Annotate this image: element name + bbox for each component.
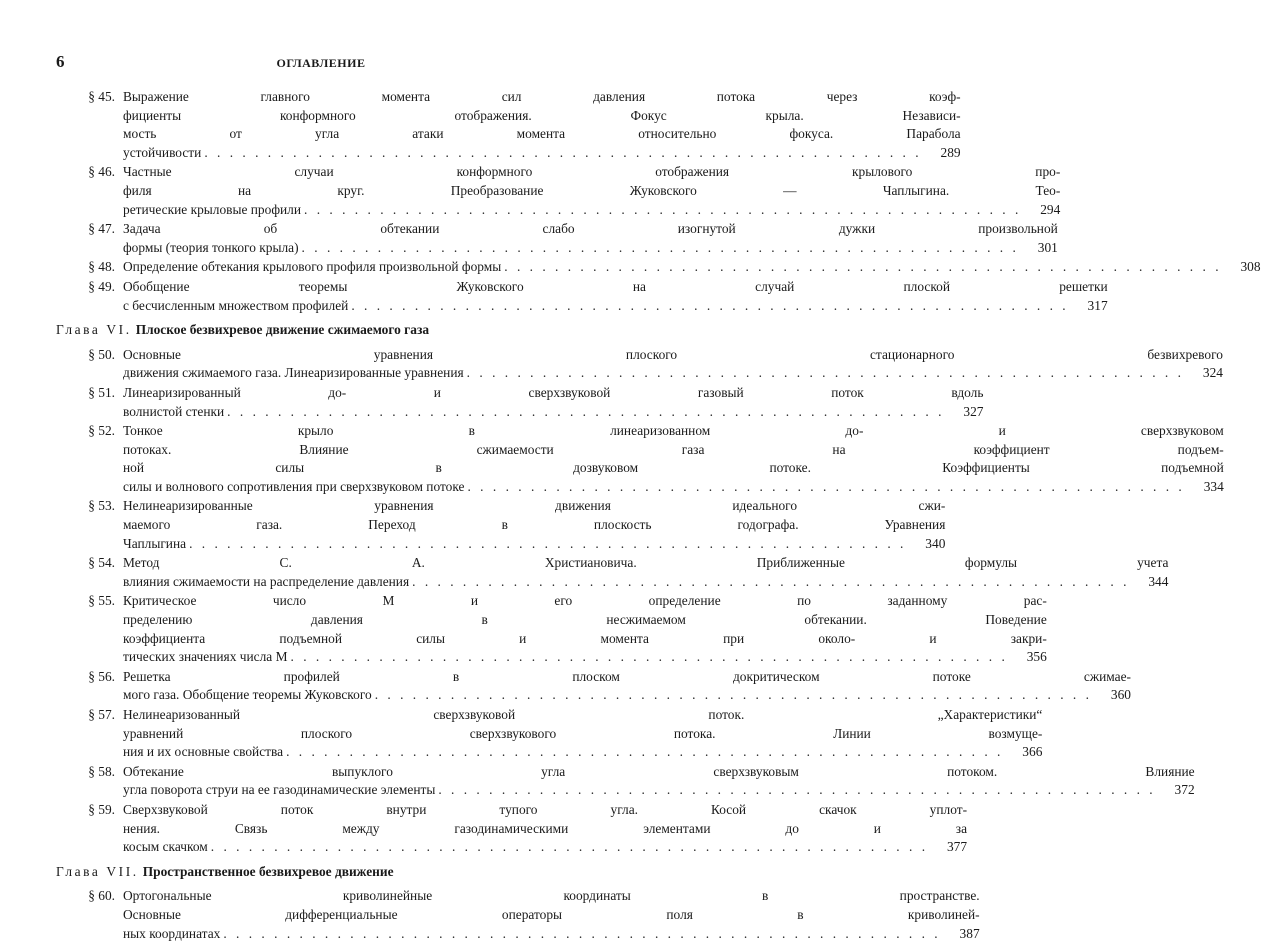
entry-last-line: [123, 201, 1060, 220]
entry-title-line: нения. Связь между газодинамическими элементами до и за: [123, 820, 968, 836]
entry-title-line: Метод С. А. Христиановича. Приближенные формулы учета: [123, 555, 1169, 571]
entry-title-line: Сверхзвуковой поток внутри тупого угла. Косой скачок уплот-: [123, 801, 968, 817]
entry-last-line: [123, 648, 1047, 667]
section-number: § 59.: [88, 801, 115, 817]
entry-title-line: Ортогональные криволинейные координаты в пространстве.: [123, 888, 980, 904]
page-reference: 289: [940, 144, 961, 160]
toc-entry[interactable]: [56, 346, 1223, 383]
section-number: § 48.: [88, 259, 115, 275]
section-number: § 55.: [88, 593, 115, 609]
entry-title-line: ретические крыловые профили: [123, 201, 302, 217]
entry-body: [123, 422, 1224, 496]
entry-title-line: Нелинеаризированные уравнения движения идеального сжи-: [123, 498, 946, 514]
section-number: § 60.: [88, 888, 115, 904]
dot-leader: [501, 258, 1224, 277]
entry-last-line: [123, 239, 1058, 258]
dot-leader: [288, 648, 1011, 667]
entry-title-line: Нелинеаризованный сверхзвуковой поток. „Характеристики“: [123, 707, 1043, 722]
toc-entry[interactable]: [56, 497, 946, 553]
page-reference: 308: [1240, 259, 1261, 275]
entry-title-line: Частные случаи конформного отображения крылового про-: [123, 164, 1061, 180]
entry-title-line: Обобщение теоремы Жуковского на случай плоской решетки: [123, 278, 1108, 294]
entry-title-line: ной силы в дозвуковом потоке. Коэффициенты подъемной: [123, 460, 1224, 476]
section-number: § 46.: [88, 164, 115, 180]
entry-last-line: [123, 686, 1131, 705]
page-reference: 366: [1022, 744, 1043, 760]
entry-title-line: Определение обтекания крылового профиля произвольной формы: [123, 259, 502, 275]
entry-last-line: [123, 573, 1168, 592]
page-reference: 387: [959, 925, 980, 941]
entry-body: [123, 346, 1223, 383]
section-number: § 56.: [88, 668, 115, 684]
entry-title-line: Обтекание выпуклого угла сверхзвуковым потоком. Влияние: [123, 763, 1195, 779]
entry-title-line: мость от угла атаки момента относительно фокуса. Парабола: [123, 126, 961, 142]
entry-title-line: Основные дифференциальные операторы поля в криволиней-: [123, 906, 980, 922]
entry-title-line: ных координатах: [123, 925, 221, 941]
entry-body: [123, 554, 1168, 591]
dot-leader: [186, 535, 909, 554]
toc-entry[interactable]: [56, 706, 1043, 762]
chapter-heading: [56, 863, 586, 882]
entry-body: [123, 592, 1047, 666]
dot-leader: [409, 573, 1132, 592]
entry-body: [123, 801, 967, 857]
entry-title-line: Решетка профилей в плоском докритическом потоке сжимае-: [123, 668, 1131, 684]
entry-body: [123, 278, 1108, 315]
dot-leader: [283, 743, 1006, 762]
page-reference: 372: [1174, 782, 1195, 798]
entry-title-line: Выражение главного момента сил давления потока через коэф-: [123, 89, 961, 104]
entry-body: [123, 88, 961, 162]
entry-body: [123, 763, 1195, 800]
entry-body: [123, 887, 980, 943]
chapter-heading: [56, 321, 586, 340]
toc-entry[interactable]: [56, 887, 980, 943]
section-number: § 52.: [88, 423, 115, 439]
section-number: § 47.: [88, 221, 115, 237]
entry-last-line: [123, 297, 1108, 316]
dot-leader: [464, 478, 1187, 497]
entry-title-line: филя на круг. Преобразование Жуковского — Чаплыгина. Тео-: [123, 182, 1061, 198]
entry-title-line: движения сжимаемого газа. Линеаризированные уравнения: [123, 365, 464, 381]
toc-entry[interactable]: [56, 88, 961, 162]
entry-title-line: Линеаризированный до- и сверхзвуковой газовый поток вдоль: [123, 384, 984, 400]
section-number: § 53.: [88, 498, 115, 514]
entry-title-line: пределению давления в несжимаемом обтекании. Поведение: [123, 612, 1047, 628]
section-number: § 57.: [88, 707, 115, 722]
entry-title-line: мого газа. Обобщение теоремы Жуковского: [123, 687, 372, 703]
entry-body: [123, 384, 983, 421]
entry-title-line: формы (теория тонкого крыла): [123, 239, 299, 255]
section-number: § 45.: [88, 89, 115, 104]
page-reference: 327: [963, 403, 984, 419]
page-reference: 317: [1087, 297, 1108, 313]
entry-title-line: Тонкое крыло в линеаризованном до- и сверхзвуковом: [123, 423, 1224, 439]
toc-entry[interactable]: [56, 763, 1195, 800]
page-reference: 360: [1110, 687, 1131, 703]
entry-body: [123, 668, 1131, 705]
toc-entry[interactable]: [56, 278, 1108, 315]
entry-title-line: маемого газа. Переход в плоскость годографа. Уравнения: [123, 517, 946, 533]
chapter-label: Глава VI.: [56, 322, 132, 338]
entry-last-line: [123, 743, 1042, 762]
entry-last-line: [123, 925, 980, 944]
entry-title-line: волнистой стенки: [123, 403, 225, 419]
section-number: § 50.: [88, 346, 115, 362]
section-number: § 54.: [88, 555, 115, 571]
section-number: § 58.: [88, 763, 115, 779]
entry-title-line: ния и их основные свойства: [123, 744, 284, 760]
dot-leader: [201, 144, 924, 163]
entry-title-line: тических значениях числа M: [123, 649, 288, 665]
entry-body: [123, 258, 1261, 277]
page-reference: 340: [925, 535, 946, 551]
entry-last-line: [123, 403, 983, 422]
chapter-label: Глава VII.: [56, 863, 139, 879]
entry-title-line: Задача об обтекании слабо изогнутой дужки произвольной: [123, 221, 1058, 237]
entry-title-line: силы и волнового сопротивления при сверхзвуковом потоке: [123, 478, 465, 494]
toc-entry[interactable]: [56, 554, 1169, 591]
entry-last-line: [123, 258, 1261, 277]
page-reference: 324: [1202, 365, 1223, 381]
entry-title-line: фициенты конформного отображения. Фокус крыла. Независи-: [123, 107, 961, 123]
page-reference: 334: [1203, 478, 1224, 494]
toc-entry[interactable]: [56, 258, 1261, 277]
entry-last-line: [123, 144, 961, 163]
section-number: § 49.: [88, 278, 115, 294]
dot-leader: [299, 239, 1022, 258]
dot-leader: [224, 403, 947, 422]
dot-leader: [301, 201, 1024, 220]
entry-title-line: уравнений плоского сверхзвукового потока. Линии возмуще-: [123, 725, 1043, 741]
chapter-title: Плоское безвихревое движение сжимаемого газа: [135, 322, 430, 338]
toc-entry[interactable]: [56, 163, 1061, 219]
page-number: 6: [56, 52, 65, 71]
table-of-contents: [56, 88, 1261, 944]
entry-last-line: [123, 535, 945, 554]
entry-title-line: Основные уравнения плоского стационарного безвихревого: [123, 346, 1223, 362]
page-reference: 301: [1037, 239, 1058, 255]
section-number: § 51.: [88, 384, 115, 400]
dot-leader: [348, 297, 1071, 316]
entry-last-line: [123, 781, 1195, 800]
entry-title-line: с бесчисленным множеством профилей: [123, 297, 349, 313]
entry-last-line: [123, 478, 1224, 497]
dot-leader: [208, 838, 931, 857]
entry-body: [123, 163, 1060, 219]
toc-entry[interactable]: [56, 220, 1058, 257]
running-title: ОГЛАВЛЕНИЕ: [276, 56, 366, 70]
toc-entry[interactable]: [56, 384, 984, 421]
page-reference: 377: [946, 839, 968, 855]
entry-body: [123, 706, 1042, 762]
chapter-title: Пространственное безвихревое движение: [142, 863, 394, 879]
dot-leader: [435, 781, 1158, 800]
entry-title-line: коэффициента подъемной силы и момента при около- и закри-: [123, 630, 1047, 646]
page-reference: 344: [1148, 573, 1169, 589]
entry-body: [123, 497, 945, 553]
entry-last-line: [123, 364, 1223, 383]
dot-leader: [372, 686, 1095, 705]
entry-title-line: Чаплыгина: [123, 535, 187, 551]
entry-title-line: устойчивости: [123, 144, 202, 160]
toc-entry[interactable]: [56, 801, 968, 857]
dot-leader: [464, 364, 1187, 383]
dot-leader: [220, 925, 943, 944]
entry-title-line: влияния сжимаемости на распределение давления: [123, 573, 410, 589]
toc-entry[interactable]: [56, 422, 1224, 496]
entry-title-line: Критическое число M и его определение по заданному рас-: [123, 593, 1047, 609]
entry-title-line: угла поворота струи на ее газодинамические элементы: [123, 782, 436, 798]
entry-last-line: [123, 838, 967, 857]
entry-body: [123, 220, 1058, 257]
page-reference: 294: [1040, 201, 1061, 217]
toc-entry[interactable]: [56, 668, 1131, 705]
page-reference: 356: [1026, 649, 1047, 665]
toc-entry[interactable]: [56, 592, 1047, 666]
entry-title-line: потоках. Влияние сжимаемости газа на коэффициент подъем-: [123, 441, 1224, 457]
entry-title-line: косым скачком: [123, 839, 208, 855]
